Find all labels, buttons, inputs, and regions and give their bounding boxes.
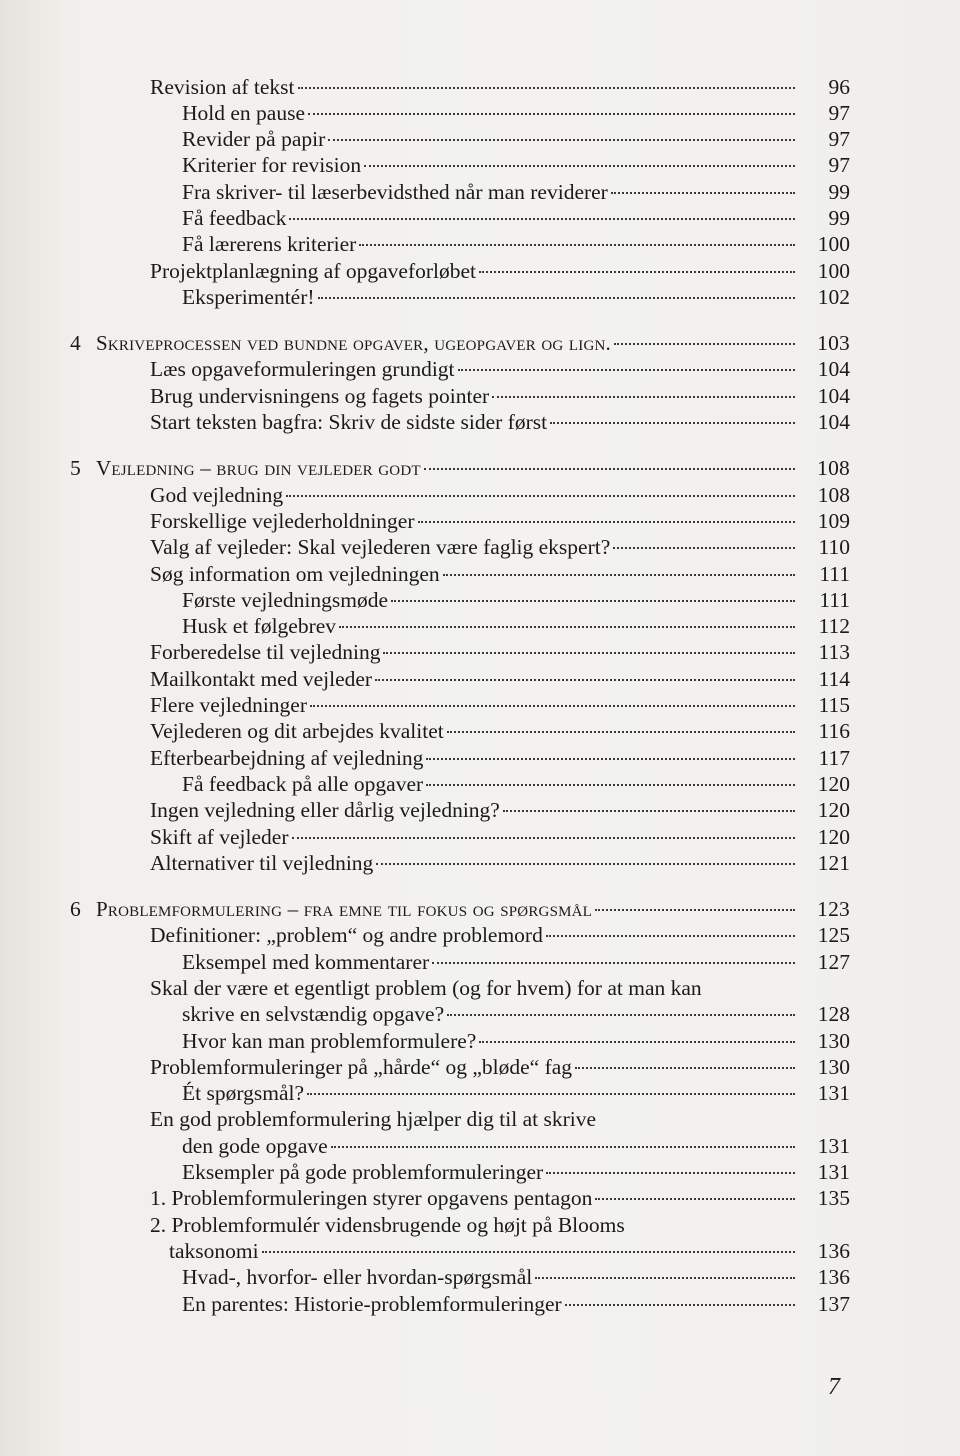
dot-leader bbox=[565, 1289, 795, 1311]
toc-entry bbox=[70, 664, 850, 690]
toc-entry bbox=[70, 256, 850, 282]
chapter-number: 5 bbox=[70, 456, 81, 481]
chapter-title: Skriveprocessen ved bundne opgaver, ugeopgaver og lign. bbox=[96, 331, 611, 356]
dot-leader bbox=[289, 203, 795, 225]
dot-leader bbox=[339, 612, 795, 634]
page-number: 7 bbox=[828, 1374, 840, 1400]
dot-leader bbox=[418, 506, 796, 528]
toc-entry bbox=[70, 177, 850, 203]
toc-entry bbox=[70, 1236, 850, 1262]
entry-title: Vejlederen og dit arbejdes kvalitet bbox=[150, 719, 444, 744]
dot-leader bbox=[447, 717, 795, 739]
dot-leader bbox=[359, 230, 795, 252]
entry-title: Efterbearbejdning af vejledning bbox=[150, 745, 424, 770]
toc-entry bbox=[70, 691, 850, 717]
toc-chapter-heading bbox=[70, 454, 850, 480]
entry-title: Få feedback bbox=[182, 205, 287, 230]
dot-leader bbox=[595, 895, 795, 917]
entry-title: Søg information om vejledningen bbox=[150, 561, 440, 586]
toc-entry bbox=[70, 769, 850, 795]
toc-entry bbox=[70, 717, 850, 743]
chapter-number: 6 bbox=[70, 897, 81, 922]
entry-title: Skift af vejleder bbox=[150, 824, 289, 849]
entry-title: Forskellige vejlederholdninger bbox=[150, 508, 415, 533]
dot-leader bbox=[298, 72, 795, 94]
entry-title: Læs opgaveformuleringen grundigt bbox=[150, 357, 455, 382]
toc-entry bbox=[70, 743, 850, 769]
toc-entry bbox=[70, 1052, 850, 1078]
toc-entry bbox=[70, 796, 850, 822]
toc-entry bbox=[70, 408, 850, 434]
entry-page: 127 bbox=[817, 949, 850, 974]
entry-page: 113 bbox=[818, 640, 850, 665]
toc-entry bbox=[70, 1079, 850, 1105]
dot-leader bbox=[546, 921, 795, 943]
entry-page: 123 bbox=[817, 897, 850, 922]
dot-leader bbox=[364, 151, 795, 173]
dot-leader bbox=[535, 1263, 795, 1285]
dot-leader bbox=[318, 282, 795, 304]
entry-title: Ét spørgsmål? bbox=[182, 1081, 305, 1106]
entry-page: 99 bbox=[828, 179, 850, 204]
table-of-contents bbox=[70, 72, 850, 1315]
toc-entry bbox=[70, 480, 850, 506]
entry-page: 136 bbox=[817, 1238, 850, 1263]
entry-page: 109 bbox=[817, 508, 850, 533]
entry-title: Første vejledningsmøde bbox=[182, 587, 389, 612]
entry-title: Definitioner: „problem“ og andre problemord bbox=[150, 923, 543, 948]
toc-chapter-heading bbox=[70, 895, 850, 921]
dot-leader bbox=[479, 256, 795, 278]
dot-leader bbox=[546, 1158, 795, 1180]
toc-entry bbox=[70, 381, 850, 407]
entry-title: Få lærerens kriterier bbox=[182, 232, 357, 257]
chapter-title: Problemformulering – fra emne til fokus og spørgsmål bbox=[96, 897, 593, 922]
entry-title: Hvor kan man problemformulere? bbox=[182, 1028, 477, 1053]
toc-entry bbox=[70, 151, 850, 177]
toc-entry bbox=[70, 125, 850, 151]
entry-page: 110 bbox=[818, 535, 850, 560]
dot-leader bbox=[376, 848, 795, 870]
dot-leader bbox=[611, 177, 795, 199]
entry-page: 108 bbox=[817, 456, 850, 481]
toc-entry bbox=[70, 585, 850, 611]
entry-page: 120 bbox=[817, 771, 850, 796]
dot-leader bbox=[492, 381, 795, 403]
entry-page: 130 bbox=[817, 1054, 850, 1079]
toc-entry bbox=[70, 355, 850, 381]
entry-title: Start teksten bagfra: Skriv de sidste sider først bbox=[150, 410, 548, 435]
entry-page: 102 bbox=[817, 284, 850, 309]
dot-leader bbox=[479, 1026, 795, 1048]
dot-leader bbox=[391, 585, 795, 607]
toc-entry bbox=[70, 1026, 850, 1052]
dot-leader bbox=[432, 947, 795, 969]
toc-entry bbox=[70, 533, 850, 559]
entry-page: 125 bbox=[817, 923, 850, 948]
entry-title: Problemformuleringer på „hårde“ og „bløde“ fag bbox=[150, 1054, 573, 1079]
toc-entry bbox=[70, 1210, 850, 1236]
toc-entry bbox=[70, 1000, 850, 1026]
dot-leader bbox=[575, 1052, 795, 1074]
dot-leader bbox=[447, 1000, 795, 1022]
toc-entry bbox=[70, 72, 850, 98]
toc-entry bbox=[70, 1184, 850, 1210]
entry-title: Revision af tekst bbox=[150, 74, 295, 99]
dot-leader bbox=[503, 796, 795, 818]
entry-title: Brug undervisningens og fagets pointer bbox=[150, 383, 490, 408]
entry-page: 130 bbox=[817, 1028, 850, 1053]
toc-entry bbox=[70, 638, 850, 664]
toc-entry bbox=[70, 282, 850, 308]
entry-title: Ingen vejledning eller dårlig vejledning? bbox=[150, 798, 500, 823]
entry-title: Valg af vejleder: Skal vejlederen være faglig ekspert? bbox=[150, 535, 611, 560]
toc-entry bbox=[70, 1105, 850, 1131]
entry-page: 104 bbox=[817, 357, 850, 382]
entry-page: 116 bbox=[818, 719, 850, 744]
entry-page: 97 bbox=[828, 153, 850, 178]
entry-title: Fra skriver- til læserbevidsthed når man reviderer bbox=[182, 179, 608, 204]
toc-entry bbox=[70, 506, 850, 532]
dot-leader bbox=[307, 1079, 795, 1101]
entry-title: Eksperimentér! bbox=[182, 284, 315, 309]
entry-title: Eksempel med kommentarer bbox=[182, 949, 430, 974]
entry-page: 100 bbox=[817, 258, 850, 283]
entry-title: Flere vejledninger bbox=[150, 693, 308, 718]
entry-title: 2. Problemformulér vidensbrugende og højt på Blooms bbox=[150, 1212, 625, 1237]
entry-title: En god problemformulering hjælper dig til at skrive bbox=[150, 1107, 597, 1132]
dot-leader bbox=[595, 1184, 795, 1206]
entry-page: 99 bbox=[828, 205, 850, 230]
entry-page: 128 bbox=[817, 1002, 850, 1027]
entry-title: Alternativer til vejledning bbox=[150, 850, 374, 875]
toc-entry bbox=[70, 1263, 850, 1289]
toc-entry bbox=[70, 98, 850, 124]
entry-page: 115 bbox=[818, 693, 850, 718]
entry-page: 112 bbox=[818, 614, 850, 639]
entry-page: 111 bbox=[819, 587, 850, 612]
toc-entry bbox=[70, 1158, 850, 1184]
entry-page: 135 bbox=[817, 1186, 850, 1211]
entry-title: Få feedback på alle opgaver bbox=[182, 771, 424, 796]
entry-page: 131 bbox=[817, 1081, 850, 1106]
toc-entry bbox=[70, 230, 850, 256]
entry-page: 103 bbox=[817, 331, 850, 356]
dot-leader bbox=[424, 454, 795, 476]
dot-leader bbox=[292, 822, 795, 844]
entry-title: God vejledning bbox=[150, 482, 284, 507]
dot-leader bbox=[328, 125, 795, 147]
toc-entry bbox=[70, 822, 850, 848]
dot-leader bbox=[613, 533, 795, 555]
toc-entry bbox=[70, 947, 850, 973]
dot-leader bbox=[614, 329, 795, 351]
entry-title: Skal der være et egentligt problem (og for hvem) for at man kan bbox=[150, 976, 702, 1000]
entry-title: Eksempler på gode problemformuleringer bbox=[182, 1160, 544, 1185]
dot-leader bbox=[550, 408, 795, 430]
chapter-title: Vejledning – brug din vejleder godt bbox=[96, 456, 421, 481]
entry-page: 111 bbox=[819, 561, 850, 586]
entry-page: 120 bbox=[817, 798, 850, 823]
entry-page: 121 bbox=[817, 850, 850, 875]
entry-title: Revider på papir bbox=[182, 127, 326, 152]
dot-leader bbox=[331, 1131, 795, 1153]
entry-page: 114 bbox=[818, 666, 850, 691]
dot-leader bbox=[262, 1236, 795, 1258]
dot-leader bbox=[383, 638, 795, 660]
toc-entry bbox=[70, 612, 850, 638]
entry-page: 136 bbox=[817, 1265, 850, 1290]
entry-page: 117 bbox=[818, 745, 850, 770]
entry-title: Hold en pause bbox=[182, 100, 305, 125]
dot-leader bbox=[375, 664, 795, 686]
entry-title: taksonomi bbox=[169, 1238, 259, 1263]
entry-page: 97 bbox=[828, 127, 850, 152]
entry-page: 131 bbox=[817, 1133, 850, 1158]
entry-title: Mailkontakt med vejleder bbox=[150, 666, 373, 691]
entry-page: 104 bbox=[817, 410, 850, 435]
entry-page: 100 bbox=[817, 232, 850, 257]
toc-entry bbox=[70, 559, 850, 585]
entry-title: Projektplanlægning af opgaveforløbet bbox=[150, 258, 477, 283]
dot-leader bbox=[286, 480, 795, 502]
entry-title: Kriterier for revision bbox=[182, 153, 362, 178]
dot-leader bbox=[310, 691, 795, 713]
entry-title: den gode opgave bbox=[182, 1133, 328, 1158]
entry-title: Forberedelse til vejledning bbox=[150, 640, 381, 665]
dot-leader bbox=[308, 98, 795, 120]
entry-page: 137 bbox=[817, 1291, 850, 1316]
entry-title: Hvad-, hvorfor- eller hvordan-spørgsmål bbox=[182, 1265, 533, 1290]
toc-entry bbox=[70, 1131, 850, 1157]
dot-leader bbox=[443, 559, 795, 581]
chapter-number: 4 bbox=[70, 331, 81, 356]
entry-title: 1. Problemformuleringen styrer opgavens pentagon bbox=[150, 1186, 593, 1211]
toc-entry bbox=[70, 974, 850, 1000]
entry-page: 97 bbox=[828, 100, 850, 125]
toc-entry bbox=[70, 203, 850, 229]
toc-chapter-heading bbox=[70, 329, 850, 355]
dot-leader bbox=[458, 355, 795, 377]
entry-title: Husk et følgebrev bbox=[182, 614, 337, 639]
entry-page: 104 bbox=[817, 383, 850, 408]
toc-entry bbox=[70, 848, 850, 874]
entry-page: 131 bbox=[817, 1160, 850, 1185]
toc-entry bbox=[70, 921, 850, 947]
dot-leader bbox=[426, 769, 795, 791]
entry-page: 108 bbox=[817, 482, 850, 507]
dot-leader bbox=[426, 743, 795, 765]
entry-title: En parentes: Historie-problemformuleringer bbox=[182, 1291, 562, 1316]
entry-page: 120 bbox=[817, 824, 850, 849]
entry-title: skrive en selvstændig opgave? bbox=[182, 1002, 445, 1027]
toc-entry bbox=[70, 1289, 850, 1315]
entry-page: 96 bbox=[828, 74, 850, 99]
